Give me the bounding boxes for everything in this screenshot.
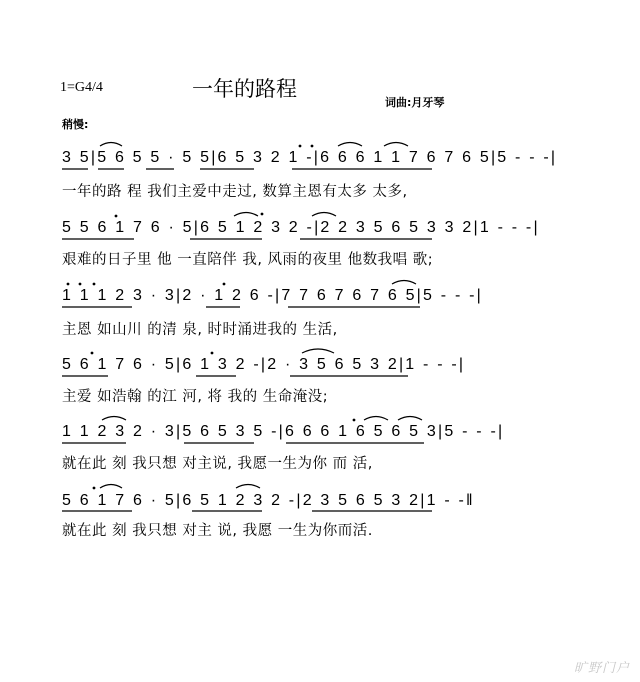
lyric-line-2: 艰难的日子里 他 一直陪伴 我, 风雨的夜里 他数我唱 歌; (62, 252, 434, 268)
octave-dot (91, 352, 94, 355)
octave-dot (353, 419, 356, 422)
lyric-line-4: 主爱 如浩翰 的江 河, 将 我的 生命淹没; (62, 389, 329, 405)
tempo-marking: 稍慢: (62, 118, 89, 131)
octave-dot (93, 487, 96, 490)
octave-dot (79, 283, 82, 286)
notation-line-6: 5 6 1 7 6 · 5|6 5 1 2 3 2 -|2 3 5 6 5 3 2|1 - -‖ (62, 492, 475, 509)
octave-dot (261, 213, 264, 216)
tie-mark (398, 417, 422, 421)
lyric-line-5: 就在此 刻 我只想 对主说, 我愿一生为你 而 活, (62, 456, 373, 472)
octave-dot (299, 145, 302, 148)
octave-dot (93, 283, 96, 286)
lyric-line-6: 就在此 刻 我只想 对主 说, 我愿 一生为你而活. (62, 523, 373, 539)
notation-line-1: 3 5|5 6 5 5 · 5 5|6 5 3 2 1 -|6 6 6 1 1 7 6 7 6 5|5 - - -| (62, 149, 558, 166)
credits: 词曲:月牙琴 (385, 96, 445, 109)
tie-mark (100, 143, 122, 147)
octave-dot (211, 352, 214, 355)
tie-mark (302, 349, 334, 353)
notation-line-4: 5 6 1 7 6 · 5|6 1 3 2 -|2 · 3 5 6 5 3 2|1 - - -| (62, 356, 466, 373)
tie-mark (338, 143, 362, 147)
octave-dot (115, 215, 118, 218)
lyric-line-1: 一年的路 程 我们主爱中走过, 数算主恩有太多 太多, (62, 184, 408, 200)
notation-line-3: 1 1 1 2 3 · 3|2 · 1 2 6 -|7 7 6 7 6 7 6 5|5 - - -| (62, 287, 484, 304)
tie-mark (100, 485, 122, 489)
tie-mark (234, 213, 258, 217)
tie-mark (102, 417, 126, 421)
key-signature: 1=G4/4 (60, 80, 103, 95)
tie-mark (236, 485, 260, 489)
tie-mark (392, 281, 416, 285)
lyric-line-3: 主恩 如山川 的清 泉, 时时涌进我的 生活, (62, 322, 338, 338)
watermark: 旷野门户 (573, 661, 630, 676)
song-title: 一年的路程 (192, 77, 297, 101)
notation-line-5: 1 1 2 3 2 · 3|5 6 5 3 5 -|6 6 6 1 6 5 6 5 3|5 - - -| (62, 423, 505, 440)
octave-dot (67, 283, 70, 286)
octave-dot (223, 283, 226, 286)
tie-mark (384, 143, 408, 147)
tie-mark (312, 213, 336, 217)
notation-line-2: 5 5 6 1 7 6 · 5|6 5 1 2 3 2 -|2 2 3 5 6 5 3 3 2|1 - - -| (62, 219, 540, 236)
tie-mark (364, 417, 388, 421)
octave-dot (311, 145, 314, 148)
